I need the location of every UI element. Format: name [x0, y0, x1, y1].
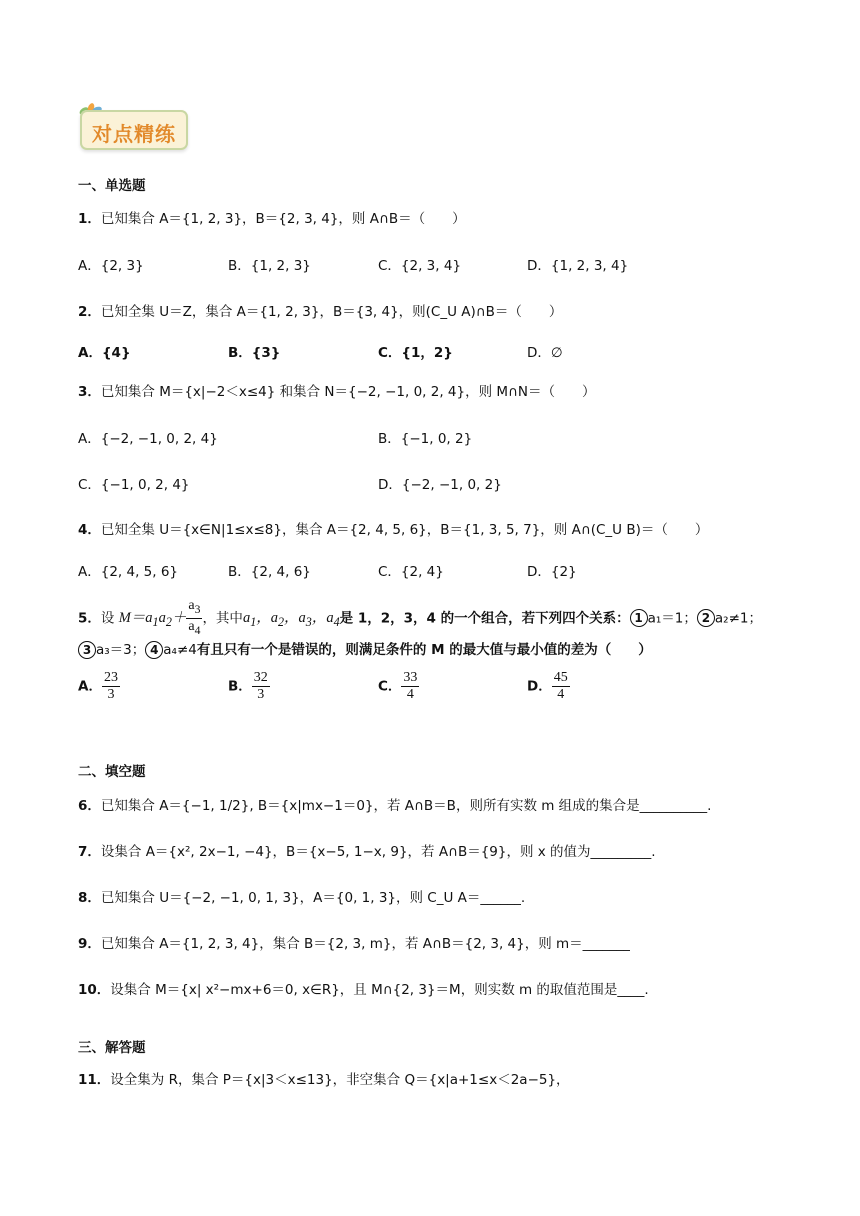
option-fraction: [102, 670, 120, 703]
q3-option-a: A．{−2, −1, 0, 2, 4}: [78, 431, 218, 447]
option-label: B．: [228, 678, 252, 695]
question-9: [78, 932, 630, 952]
fraction-numerator: 33: [403, 670, 418, 685]
circled-one-icon: 1: [630, 609, 648, 627]
fraction-denominator: 4: [406, 687, 414, 702]
q4-option-d: D．{2}: [527, 564, 577, 580]
q2-option-c: C．{1，2}: [378, 345, 453, 361]
question-number: 3．: [78, 384, 101, 400]
question-text: 已知全集 U＝{x∈N|1≤x≤8}，集合 A＝{2, 4, 5, 6}，B＝{1, 3, 5, 7}，则 A∩(C_U B)＝（ ）: [100, 522, 709, 538]
question-text: 已知集合 A＝{1, 2, 3, 4}，集合 B＝{2, 3, m}，若 A∩B＝{2, 3, 4}，则 m＝_______: [100, 936, 630, 952]
q5-option-d: [527, 670, 570, 703]
q5-option-a: [78, 670, 120, 703]
question-5-line-2: [78, 638, 652, 659]
variables-list: $a_1$，$a_2$，$a_3$，$a_4$: [242, 610, 340, 630]
section-heading-fill-in: 二、填空题: [78, 764, 146, 780]
question-text: 设: [100, 610, 115, 627]
q1-option-b: B．{1, 2, 3}: [228, 258, 311, 274]
question-text: 已知集合 A＝{1, 2, 3}，B＝{2, 3, 4}，则 A∩B＝（ ）: [100, 211, 466, 227]
question-6: [78, 794, 711, 814]
circled-two-icon: 2: [697, 609, 715, 627]
q4-option-c: C．{2, 4}: [378, 564, 444, 580]
question-number: 4．: [78, 522, 101, 538]
q2-option-b: B．{3}: [228, 345, 281, 361]
q1-option-c: C．{2, 3, 4}: [378, 258, 462, 274]
section-heading-single-choice: 一、单选题: [78, 178, 146, 194]
formula-m: $M=a_1a_2+$: [118, 610, 187, 630]
question-1: [78, 207, 466, 227]
q1-option-d: D．{1, 2, 3, 4}: [527, 258, 629, 274]
question-5-line-1: [78, 598, 762, 639]
q5-option-b: [228, 670, 270, 703]
q3-option-c: C．{−1, 0, 2, 4}: [78, 477, 190, 493]
circled-three-icon: 3: [78, 641, 96, 659]
question-11: [78, 1068, 570, 1088]
question-text: 设集合 A＝{x², 2x−1, −4}，B＝{x−5, 1−x, 9}，若 A∩B＝{9}，则 x 的值为_________.: [100, 844, 656, 860]
question-number: 6．: [78, 798, 101, 814]
question-number: 5．: [78, 610, 101, 627]
formula-fraction: $\frac{a_3}{a_4}$: [188, 598, 201, 637]
fraction-denominator: 4: [557, 687, 565, 702]
question-number: 10．: [78, 982, 111, 998]
question-2: [78, 300, 562, 320]
question-10: [78, 978, 649, 998]
option-label: D．: [527, 678, 552, 695]
fraction-denominator: 3: [107, 687, 115, 702]
section-heading-solution: 三、解答题: [78, 1040, 146, 1056]
question-number: 1．: [78, 211, 101, 227]
q1-option-a: A．{2, 3}: [78, 258, 144, 274]
question-text: 已知集合 U＝{−2, −1, 0, 1, 3}，A＝{0, 1, 3}，则 C_U A＝______.: [100, 890, 526, 906]
fraction-numerator: 32: [253, 670, 268, 685]
q3-option-b: B．{−1, 0, 2}: [378, 431, 473, 447]
option-fraction: [252, 670, 270, 703]
circled-four-icon: 4: [145, 641, 163, 659]
question-4: [78, 518, 708, 538]
relation-4: a₄≠4: [163, 642, 197, 658]
question-text: 是 1，2，3，4 的一个组合，若下列四个关系：: [339, 610, 630, 627]
fraction-numerator: 23: [103, 670, 118, 685]
question-3: [78, 380, 596, 400]
question-text: ，其中: [202, 610, 243, 627]
q3-option-d: D．{−2, −1, 0, 2}: [378, 477, 502, 493]
option-label: C．: [378, 678, 402, 695]
relation-2: a₂≠1；: [714, 610, 762, 627]
question-text: 已知集合 A＝{−1, 1/2}, B＝{x|mx−1＝0}，若 A∩B＝B，则所有实数 m 组成的集合是__________.: [100, 798, 712, 814]
question-number: 11．: [78, 1072, 111, 1088]
fraction-numerator: 45: [553, 670, 568, 685]
q2-option-d: D．∅: [527, 345, 563, 361]
q2-option-a: A．{4}: [78, 345, 131, 361]
question-text: 设全集为 R，集合 P＝{x|3＜x≤13}，非空集合 Q＝{x|a+1≤x＜2a−5}，: [110, 1072, 570, 1088]
question-number: 9．: [78, 936, 101, 952]
relation-3: a₃＝3；: [96, 642, 146, 658]
question-8: [78, 886, 525, 906]
question-text: 已知全集 U＝Z，集合 A＝{1, 2, 3}，B＝{3, 4}，则(C_U A)∩B＝（ ）: [100, 304, 563, 320]
question-number: 8．: [78, 890, 101, 906]
section-badge: [80, 110, 188, 150]
option-label: A．: [78, 678, 102, 695]
q4-option-b: B．{2, 4, 6}: [228, 564, 311, 580]
question-text: 已知集合 M＝{x|−2＜x≤4} 和集合 N＝{−2, −1, 0, 2, 4}，则 M∩N＝（ ）: [100, 384, 596, 400]
option-fraction: [552, 670, 570, 703]
q4-option-a: A．{2, 4, 5, 6}: [78, 564, 179, 580]
question-text: 设集合 M＝{x| x²−mx+6＝0, x∈R}，且 M∩{2, 3}＝M，则实数 m 的取值范围是____.: [110, 982, 649, 998]
q5-option-c: [378, 670, 419, 703]
fraction-denominator: 3: [257, 687, 265, 702]
option-fraction: [401, 670, 419, 703]
relation-1: a₁＝1；: [647, 610, 697, 627]
question-7: [78, 840, 656, 860]
question-number: 2．: [78, 304, 101, 320]
badge-label: 对点精练: [92, 122, 176, 146]
question-text: 有且只有一个是错误的，则满足条件的 M 的最大值与最小值的差为（ ）: [196, 642, 652, 658]
question-number: 7．: [78, 844, 101, 860]
